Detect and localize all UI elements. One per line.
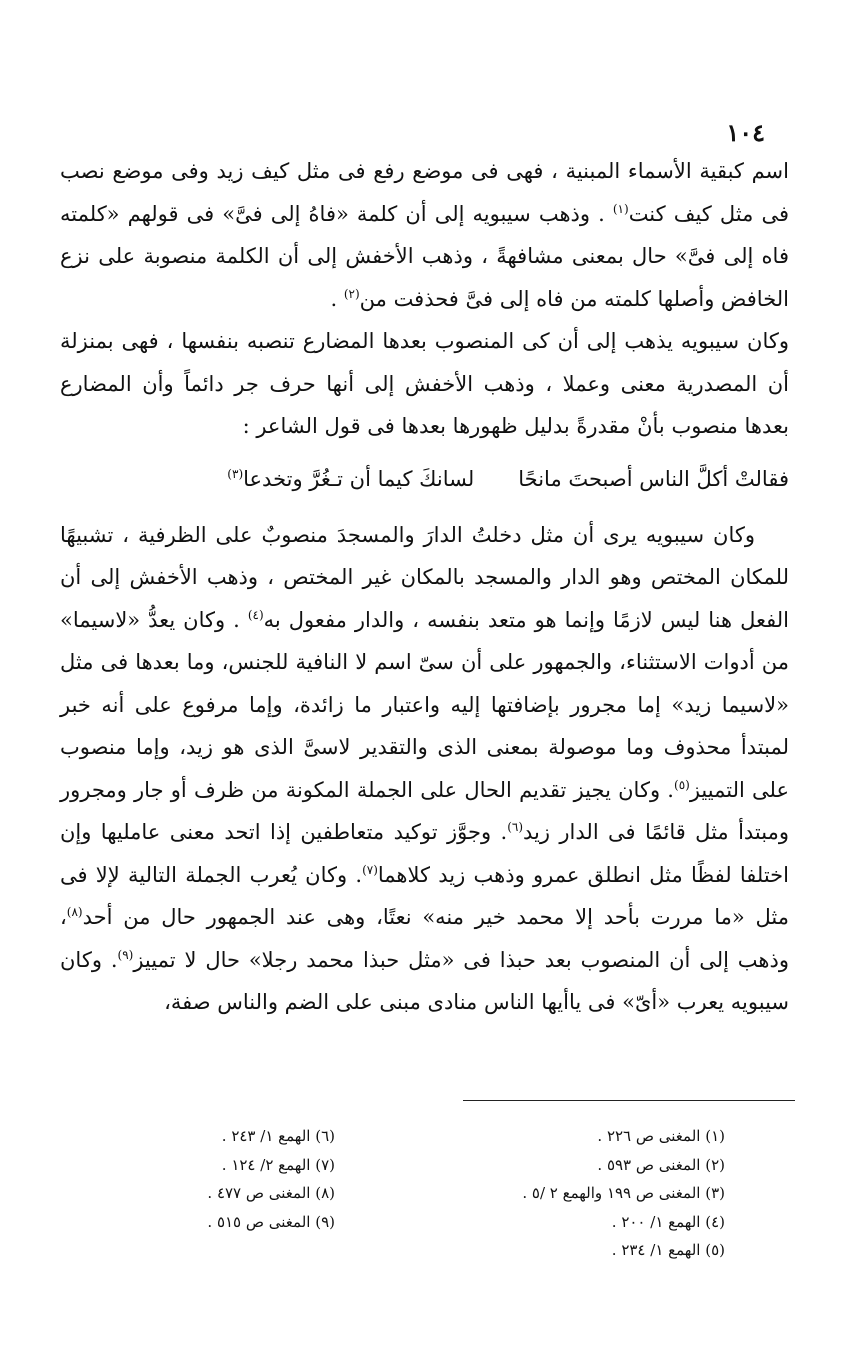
text-run: . وذهب سيبويه إلى أن كلمة «فاهُ إلى فىَّ» فى قولهم «كلمته فاه إلى فىَّ» حال بمعنى مشافهةً ، وذهب الأخفش إلى أن الكلمة منصوبة على نزع الخافض وأصلها كلمته من فاه إلى فىَّ فحذفت من [60, 201, 789, 311]
verse-first-hemistich: فقالتْ أكلَّ الناس أصبحتَ مانحًا [518, 466, 789, 491]
footnote-ref: (٢) [343, 286, 360, 301]
text-run: وكان سيبويه يذهب إلى أن كى المنصوب بعدها المضارع تنصبه بنفسها ، فهى بمنزلة أن المصدرية معنى وعملا ، وذهب الأخفش إلى أنها حرف جر دائماً وأن المضارع بعدها منصوب بأنْ مقدرةً بدليل ظهورها بعدها فى قول الشاعر : [60, 329, 789, 438]
paragraphs-after-verse [60, 514, 789, 1024]
footnote: (٣) المغنى ص ١٩٩ والهمع ٢ /٥ . [522, 1184, 725, 1202]
footnote: (٤) الهمع ١/ ٢٠٠ . [611, 1212, 725, 1231]
footnote-ref: (٤) [247, 607, 264, 622]
verse-second-text: لسانكَ كيما أن تـغُرَّ وتخدعا [243, 466, 475, 491]
footnote-ref: (١) [612, 201, 629, 216]
text-run: ، وذهب إلى أن المنصوب بعد حبذا فى «مثل حبذا محمد رجلا» حال لا تمييز [60, 905, 789, 972]
footnote: (٢) المغنى ص ٥٩٣ . [597, 1155, 725, 1174]
paragraph [60, 514, 789, 1024]
paragraph [60, 320, 789, 448]
paragraph [60, 150, 789, 320]
text-run: . وكان يعدُّ «لاسيما» من أدوات الاستثناء، والجمهور على أن سىّ اسم لا النافية للجنس، وما بعدها فى مثل «لاسيما زيد» إما مجرور بإضافتها إليه واعتبار ما زائدة، وإما مرفوع على أنه خبر لمبتدأ محذوف وما موصولة بمعنى الذى والتقدير لاسىَّ الذى هو زيد، وإما منصوب على التمييز [60, 607, 790, 802]
footnote-ref: (٣) [227, 466, 244, 481]
footnote-ref: (٨) [66, 905, 83, 919]
footnotes-column-left [75, 1122, 335, 1265]
text-run: . وكان سيبويه يعرب «أىّ» فى ياأيها الناس منادى مبنى على الضم والناس صفة، [60, 947, 789, 1014]
footnote-ref: (٧) [362, 862, 378, 877]
text-run: وكان سيبويه يرى أن مثل دخلتُ الدارَ والمسجدَ منصوبٌ على الظرفية ، تشبيهًا للمكان المختص وهو الدار والمسجد بالمكان غير المختص ، وذهب الأخفش إلى أن الفعل هنا ليس لازمًا وإنما هو متعد بنفسه ، والدار مفعول به [60, 522, 789, 632]
footnote-ref: (٦) [507, 820, 524, 834]
text-run: . وجوَّز توكيد متعاطفين إذا اتحد معنى عامليها وإن اختلفا لفظًا مثل انطلق عمرو وذهب زيد كلاهما [60, 820, 789, 887]
paragraphs-before-verse [60, 150, 789, 448]
verse [60, 458, 789, 500]
verse-second-hemistich [227, 458, 474, 500]
page-number: ١٠٤ [726, 118, 765, 147]
footnote-ref: (٩) [117, 947, 134, 962]
text-run: اسم كبقية الأسماء المبنية ، فهى فى موضع رفع فى مثل كيف زيد وفى موضع نصب فى مثل كيف كنت [60, 159, 789, 226]
footnote-divider [463, 1100, 795, 1101]
footnote: (٧) الهمع ٢/ ١٢٤ . [221, 1155, 335, 1174]
main-text [60, 150, 789, 1024]
text-run: . وكان يجيز تقديم الحال على الجملة المكونة من ظرف أو جار ومجرور ومبتدأ مثل قائمًا فى الدار زيد [60, 777, 789, 844]
text-run: . وكان يُعرب الجملة التالية لإلا فى مثل «ما مررت بأحد إلا محمد خير منه» نعتًا، وهى عند الجمهور حال من أحد [60, 862, 789, 929]
footnote: (٥) الهمع ١/ ٢٣٤ . [611, 1241, 725, 1259]
footnote: (٩) المغنى ص ٥١٥ . [207, 1212, 335, 1231]
footnote: (٨) المغنى ص ٤٧٧ . [207, 1184, 335, 1202]
text-run: . [330, 286, 344, 311]
footnotes-column-right [395, 1122, 725, 1265]
footnotes [65, 1122, 725, 1265]
footnote: (١) المغنى ص ٢٢٦ . [597, 1127, 725, 1145]
footnote-ref: (٥) [674, 777, 690, 792]
footnote: (٦) الهمع ١/ ٢٤٣ . [221, 1127, 335, 1145]
